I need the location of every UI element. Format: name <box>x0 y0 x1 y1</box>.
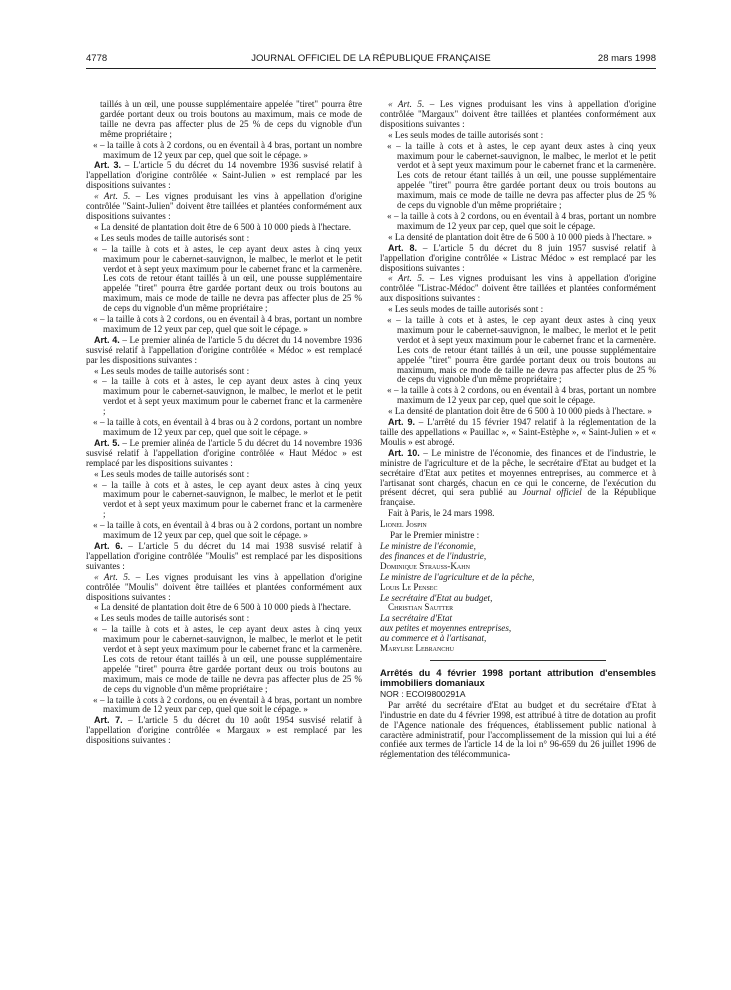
article-10 <box>380 449 656 508</box>
dash-item: « – la taille à cots, en éventail à 4 bras ou à 2 cordons, portant un nombre maximum de 12 yeux par cep, quel que soit le cépage. » <box>93 417 362 437</box>
article-text: – L'article 5 du décret du 14 mai 1938 susvisé relatif à l'appellation d'origine contrôlée "Moulis" est remplacé par les dispositions suivantes : <box>86 540 362 571</box>
article-label: Art. 3. <box>94 160 121 171</box>
section-separator <box>430 660 606 661</box>
dash-item: « – la taille à cots et à astes, le cep ayant deux astes à cinq yeux maximum pour le cabernet-sauvignon, le malbec, le merlot et le petit verdot et à sept yeux maximum pour le cabernet franc et la carmenère. Les cots de retour étant taillés à un œil, une pousse supplémentaire appelée "tiret" pourra être gardée portant deux ou trois boutons au maximum, mais ce mode de taille ne devra pas affecter plus de 25 % de ceps du vignoble d'un même propriétaire ; <box>387 140 656 211</box>
article-label: Art. 5. <box>94 437 120 448</box>
page-header <box>86 50 656 66</box>
minister-title: La secrétaire d'Etat <box>380 613 453 624</box>
dash-item: « – la taille à cots, en éventail à 4 bras ou à 2 cordons, portant un nombre maximum de 12 yeux par cep, quel que soit le cépage. » <box>93 520 362 541</box>
paragraph: « Les seuls modes de taille autorisés sont : <box>94 468 250 479</box>
section-title: Arrêtés du 4 février 1998 portant attribution d'ensembles immobiliers domaniaux <box>380 666 656 689</box>
minister-title: au commerce et à l'artisanat, <box>380 633 487 644</box>
dash-item: « – la taille à cots à 2 cordons, ou en éventail à 4 bras, portant un nombre maximum de 12 yeux par cep, quel que soit le cépage. » <box>93 694 362 715</box>
article-7 <box>86 716 362 746</box>
quote-text: – Les vignes produisant les vins à appellation d'origine contrôlée "Moulis" doivent être taillées et plantées conformément aux dispositions suivantes : <box>86 571 363 602</box>
article-9 <box>380 418 656 448</box>
left-column <box>86 100 362 747</box>
dash-item: « – la taille à cots à 2 cordons, ou en éventail à 4 bras, portant un nombre maximum de 12 yeux par cep, quel que soit le cépage. <box>387 385 656 406</box>
article-text: – L'article 5 du décret du 8 juin 1957 susvisé relatif à l'appellation d'origine contrôlée « Listrac Médoc » est remplacé par les dispositions suivantes : <box>380 242 656 273</box>
signer-prime-minister: Lionel Jospin <box>380 519 427 530</box>
article-text: – L'arrêté du 15 février 1947 relatif à la réglementation de la taille des appellations « Pauillac », « Saint-Estèphe », « Saint-Julien » et « Moulis » est abrogé. <box>380 417 656 447</box>
dash-item: « – la taille à cots et à astes, le cep ayant deux astes à cinq yeux maximum pour le cabernet-sauvignon, le malbec, le merlot et le petit verdot et à sept yeux maximum pour le cabernet franc et la carmenère. Les cots de retour étant taillés à un œil, une pousse supplémentaire appelée "tiret" pourra être gardée portant deux ou trois boutons au maximum, mais ce mode de taille ne devra pas affecter plus de 25 % de ceps du vignoble d'un même propriétaire ; <box>93 243 362 314</box>
dash-item: « – la taille à cots et à astes, le cep ayant deux astes à cinq yeux maximum pour le cabernet-sauvignon, le malbec, le merlot et le petit verdot et à sept yeux maximum pour le cabernet franc et la carmenère ; <box>93 479 362 520</box>
paragraph: « La densité de plantation doit être de 6 500 à 10 000 pieds à l'hectare. <box>94 602 352 613</box>
article-3 <box>86 161 362 191</box>
dash-item: « – la taille à cots et à astes, le cep ayant deux astes à cinq yeux maximum pour le cabernet-sauvignon, le malbec, le merlot et le petit verdot et à sept yeux maximum pour le cabernet franc et la carmenère ; <box>93 376 362 417</box>
article-text: – Le ministre de l'économie, des finances et de l'industrie, le ministre de l'agriculture et de la pêche, le secrétaire d'Etat au budget et la secrétaire d'Etat aux petites et moyennes entreprises, au commerce et à l'artisanat sont chargés, chacun en ce qui le concerne, de l'exécution du présent décret, qui sera publié au <box>380 447 656 498</box>
signer-budget: Christian Sautter <box>388 602 454 613</box>
minister-title: Le secrétaire d'Etat au budget, <box>380 592 493 603</box>
article-5 <box>86 439 362 469</box>
quote-paragraph <box>380 100 656 130</box>
dash-item: « – la taille à cots à 2 cordons, ou en éventail à 4 bras, portant un nombre maximum de 12 yeux par cep, quel que soit le cépage. » <box>93 314 362 334</box>
quote-label: « Art. 5. <box>388 273 425 284</box>
article-label: Art. 6. <box>94 540 123 551</box>
minister-title: aux petites et moyennes entreprises, <box>380 623 512 634</box>
article-label: Art. 10. <box>388 447 420 458</box>
paragraph: « Les seuls modes de taille autorisés sont : <box>94 365 250 376</box>
date-place: Fait à Paris, le 24 mars 1998. <box>388 508 495 519</box>
issue-date: 28 mars 1998 <box>597 53 656 64</box>
quote-label: « Art. 5. <box>388 99 425 109</box>
header-rule <box>86 68 656 69</box>
article-label: Art. 7. <box>94 715 123 726</box>
article-label: Art. 4. <box>94 334 120 345</box>
paragraph: taillés à un œil, une pousse supplémentaire appelée "tiret" pourra être gardée portant deux ou trois boutons au maximum, mais ce mode de taille ne devra pas affecter plus de 25 % de ceps du vignoble d'un même propriétaire ; <box>100 99 362 139</box>
minister-title: Le ministre de l'économie, <box>380 540 476 551</box>
dash-item: « – la taille à cots à 2 cordons, ou en éventail à 4 bras, portant un nombre maximum de 12 yeux par cep, quel que soit le cépage. » <box>93 139 362 160</box>
quote-paragraph <box>380 274 656 304</box>
article-text: – L'article 5 du décret du 14 novembre 1936 susvisé relatif à l'appellation d'origine contrôlée « Saint-Julien » est remplacé par les dispositions suivantes : <box>86 160 362 191</box>
quote-label: « Art. 5. <box>94 191 131 202</box>
article-label: Art. 8. <box>388 242 418 253</box>
quote-paragraph <box>86 573 362 603</box>
article-text: – L'article 5 du décret du 10 août 1954 susvisé relatif à l'appellation d'origine contrôlée « Margaux » est remplacé par les dispositions suivantes : <box>86 715 362 746</box>
quote-paragraph <box>86 192 362 222</box>
quote-text: – Les vignes produisant les vins à appellation d'origine contrôlée "Listrac-Médoc" doivent être taillées et plantées conformément aux dispositions suivantes : <box>380 273 657 304</box>
nor-reference: NOR : ECOI9800291A <box>380 688 466 699</box>
article-text: – Le premier alinéa de l'article 5 du décret du 14 novembre 1936 susvisé relatif à l'appellation d'origine contrôlée « Médoc » est remplacé par les dispositions suivantes : <box>86 334 362 365</box>
minister-title: Le ministre de l'agriculture et de la pêche, <box>380 571 535 582</box>
journal-title: JOURNAL OFFICIEL DE LA RÉPUBLIQUE FRANÇAISE <box>251 53 491 64</box>
signer-economy: Dominique Strauss-Kahn <box>380 560 470 571</box>
article-8 <box>380 244 656 274</box>
dash-item: « – la taille à cots à 2 cordons, ou en éventail à 4 bras, portant un nombre maximum de 12 yeux par cep, quel que soit le cépage. <box>387 210 656 231</box>
article-label: Art. 9. <box>388 417 415 428</box>
paragraph: « Les seuls modes de taille autorisés sont : <box>94 232 250 243</box>
article-4 <box>86 336 362 366</box>
paragraph: « Les seuls modes de taille autorisés sont : <box>388 129 544 140</box>
right-column <box>380 100 656 761</box>
paragraph: « Les seuls modes de taille autorisés sont : <box>94 613 250 624</box>
dash-item: « – la taille à cots et à astes, le cep ayant deux astes à cinq yeux maximum pour le cabernet-sauvignon, le malbec, le merlot et le petit verdot et à sept yeux maximum pour le cabernet franc et la carmenère. Les cots de retour étant taillés à un œil, une pousse supplémentaire appelée "tiret" pourra être gardée portant deux ou trois boutons au maximum, mais ce mode de taille ne devra pas affecter plus de 25 % de ceps du vignoble d'un même propriétaire ; <box>93 624 362 694</box>
paragraph: « La densité de plantation doit être de 6 500 à 10 000 pieds à l'hectare. » <box>388 231 652 242</box>
paragraph: Par arrêté du secrétaire d'Etat au budget et du secrétaire d'Etat à l'industrie en date du 4 février 1998, est attribué à titre de dotation au profit de l'Agence nationale des fréquences, établissement public national à caractère administratif, pour l'accomplissement de la mission qui lui a été confiée aux termes de l'article 14 de la loi n° 96-659 du 26 juillet 1996 de réglementation des télécommunica- <box>380 699 656 760</box>
signer-agriculture: Louis Le Pensec <box>380 581 438 592</box>
quote-text: – Les vignes produisant les vins à appellation d'origine contrôlée "Margaux" doivent être taillées et plantées conformément aux dispositions suivantes : <box>380 99 657 129</box>
paragraph: « La densité de plantation doit être de 6 500 à 10 000 pieds à l'hectare. » <box>388 406 652 417</box>
paragraph: « La densité de plantation doit être de 6 500 à 10 000 pieds à l'hectare. <box>94 221 352 232</box>
article-6 <box>86 542 362 572</box>
page-number: 4778 <box>86 53 108 64</box>
signer-smes: Marylise Lebranchu <box>380 643 454 654</box>
minister-title: des finances et de l'industrie, <box>380 550 487 561</box>
quote-label: « Art. 5. <box>94 571 131 582</box>
pm-intro: Par le Premier ministre : <box>390 530 480 541</box>
quote-text: – Les vignes produisant les vins à appellation d'origine contrôlée "Saint-Julien" doivent être taillées et plantées conformément aux dispositions suivantes : <box>86 191 363 221</box>
article-text: – Le premier alinéa de l'article 5 du décret du 14 novembre 1936 susvisé relatif à l'appellation d'origine contrôlée « Haut Médoc » est remplacé par les dispositions suivantes : <box>86 437 362 468</box>
journal-officiel-ref: Journal officiel <box>522 487 582 498</box>
article-text-end: de la République française. <box>380 487 656 508</box>
paragraph: « Les seuls modes de taille autorisés sont : <box>388 304 544 315</box>
dash-item: « – la taille à cots et à astes, le cep ayant deux astes à cinq yeux maximum pour le cabernet-sauvignon, le malbec, le merlot et le petit verdot et à sept yeux maximum pour le cabernet franc et la carmenère. Les cots de retour étant taillés à un œil, une pousse supplémentaire appelée "tiret" pourra être gardée portant deux ou trois boutons au maximum, mais ce mode de taille ne devra pas affecter plus de 25 % de ceps du vignoble d'un même propriétaire ; <box>387 315 656 385</box>
